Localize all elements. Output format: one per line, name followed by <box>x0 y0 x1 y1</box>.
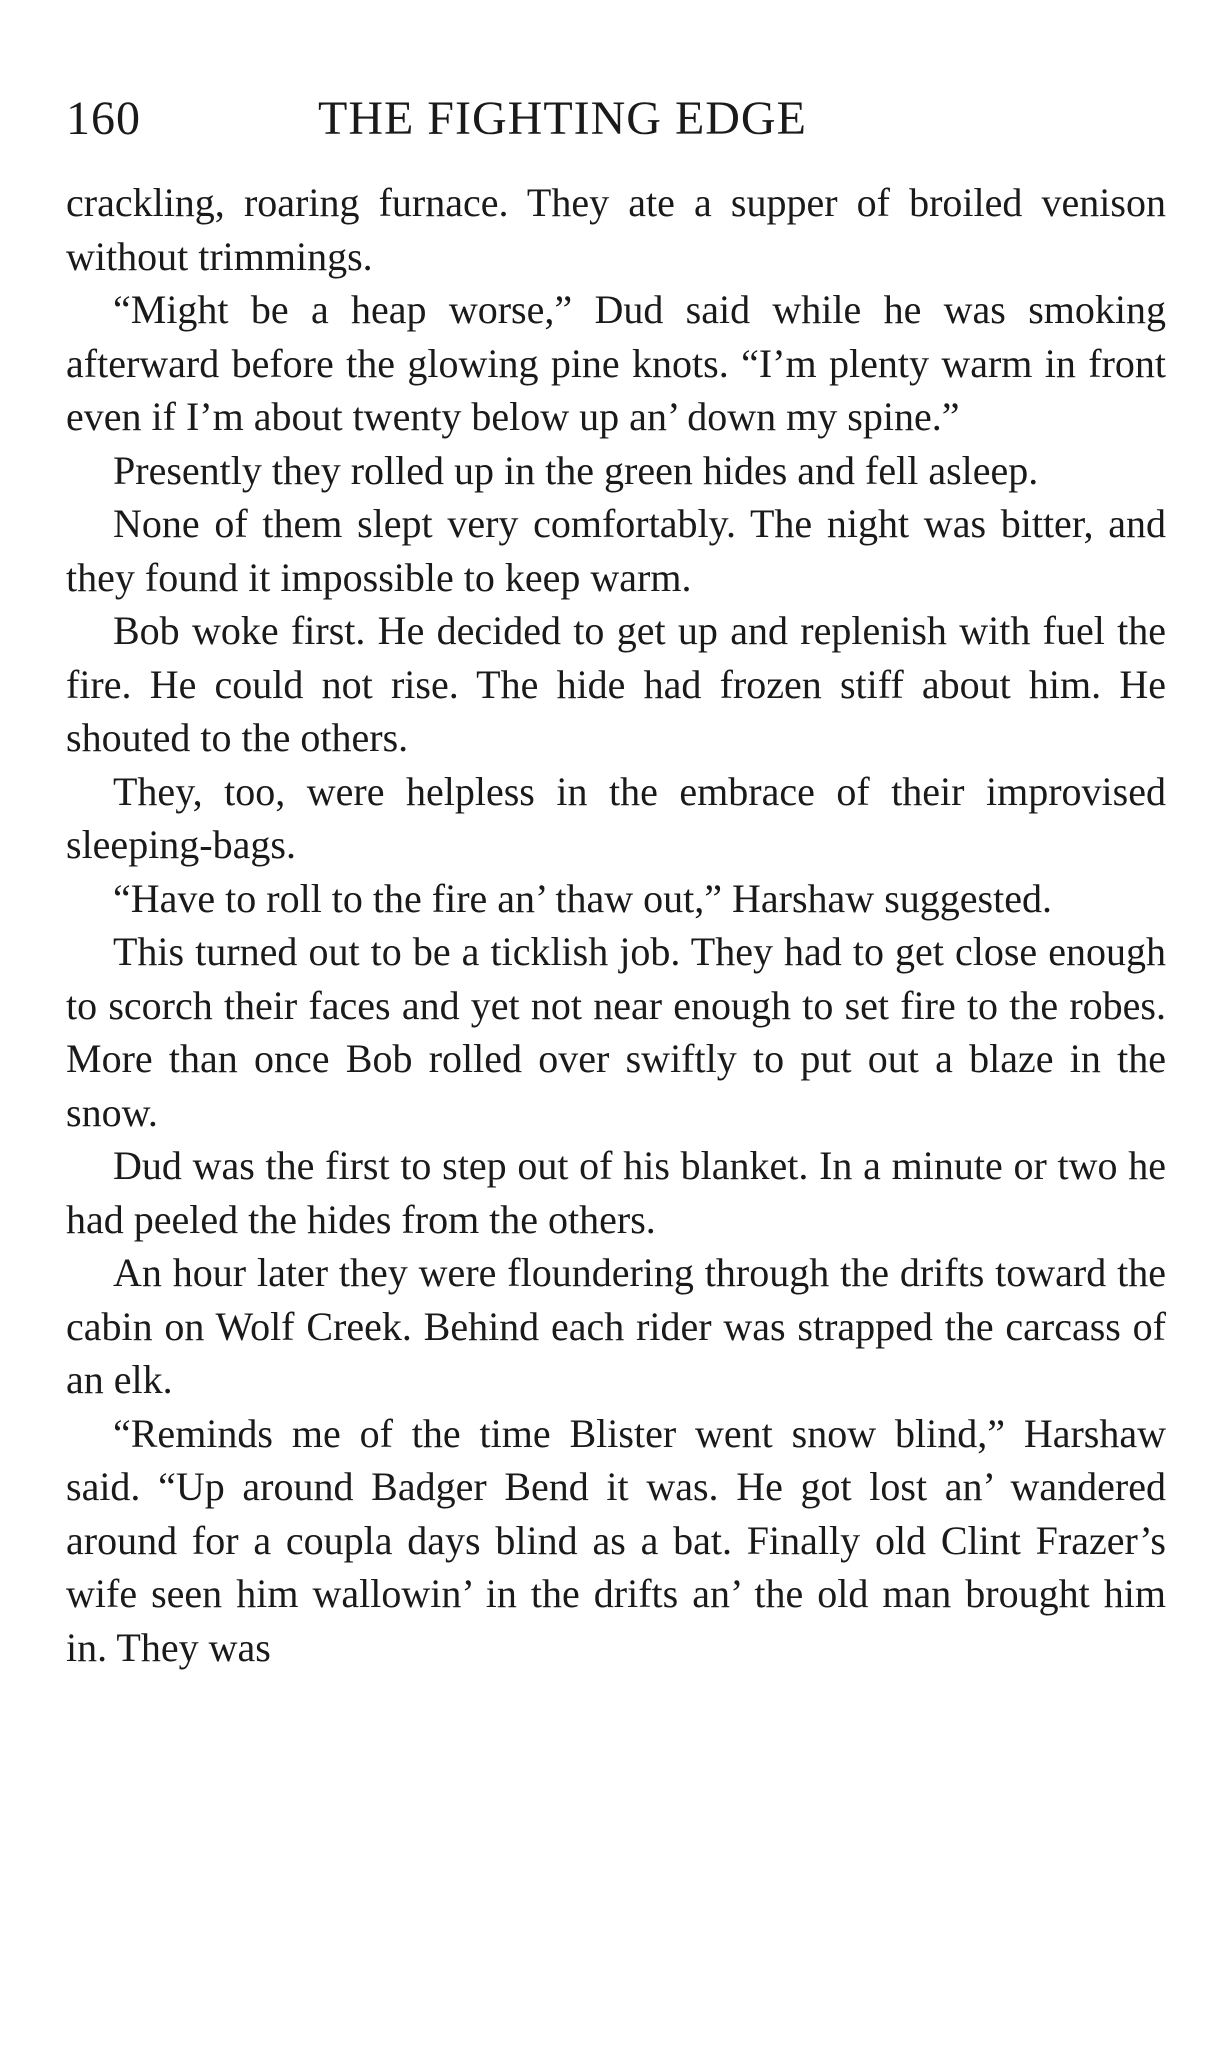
paragraph: They, too, were helpless in the embrace of their improvised sleeping-bags. <box>66 768 1166 867</box>
paragraph: Bob woke first. He decided to get up and replenish with fuel the fire. He could not rise. The hide had frozen stiff about him. He shouted to the others. <box>66 608 1166 760</box>
body-text <box>66 176 1166 1674</box>
page-number: 160 <box>66 92 141 145</box>
paragraph: This turned out to be a ticklish job. They had to get close enough to scorch their faces and yet not near enough to set fire to the robes. More than once Bob rolled over swiftly to put out a blaze in the snow. <box>66 929 1166 1135</box>
paragraph: “Reminds me of the time Blister went snow blind,” Harshaw said. “Up around Badger Bend it was. He got lost an’ wandered around for a coupla days blind as a bat. Finally old Clint Frazer’s wife seen him wallowin’ in the drifts an’ the old man brought him in. They was <box>66 1410 1166 1670</box>
paragraph: crackling, roaring furnace. They ate a supper of broiled venison without trimmings. <box>66 180 1166 279</box>
paragraph: Presently they rolled up in the green hides and fell asleep. <box>113 447 1039 493</box>
paragraph: “Have to roll to the fire an’ thaw out,” Harshaw suggested. <box>113 875 1052 921</box>
running-head: THE FIGHTING EDGE <box>318 92 807 145</box>
paragraph: None of them slept very comfortably. The night was bitter, and they found it impossible to keep warm. <box>66 501 1166 600</box>
paragraph: Dud was the first to step out of his blanket. In a minute or two he had peeled the hides from the others. <box>66 1143 1166 1242</box>
paragraph: An hour later they were floundering through the drifts toward the cabin on Wolf Creek. Behind each rider was strapped the carcass of an elk. <box>66 1250 1166 1402</box>
paragraph: “Might be a heap worse,” Dud said while he was smoking afterward before the glowing pine knots. “I’m plenty warm in front even if I’m about twenty below up an’ down my spine.” <box>66 287 1166 439</box>
page-header <box>66 84 1166 154</box>
